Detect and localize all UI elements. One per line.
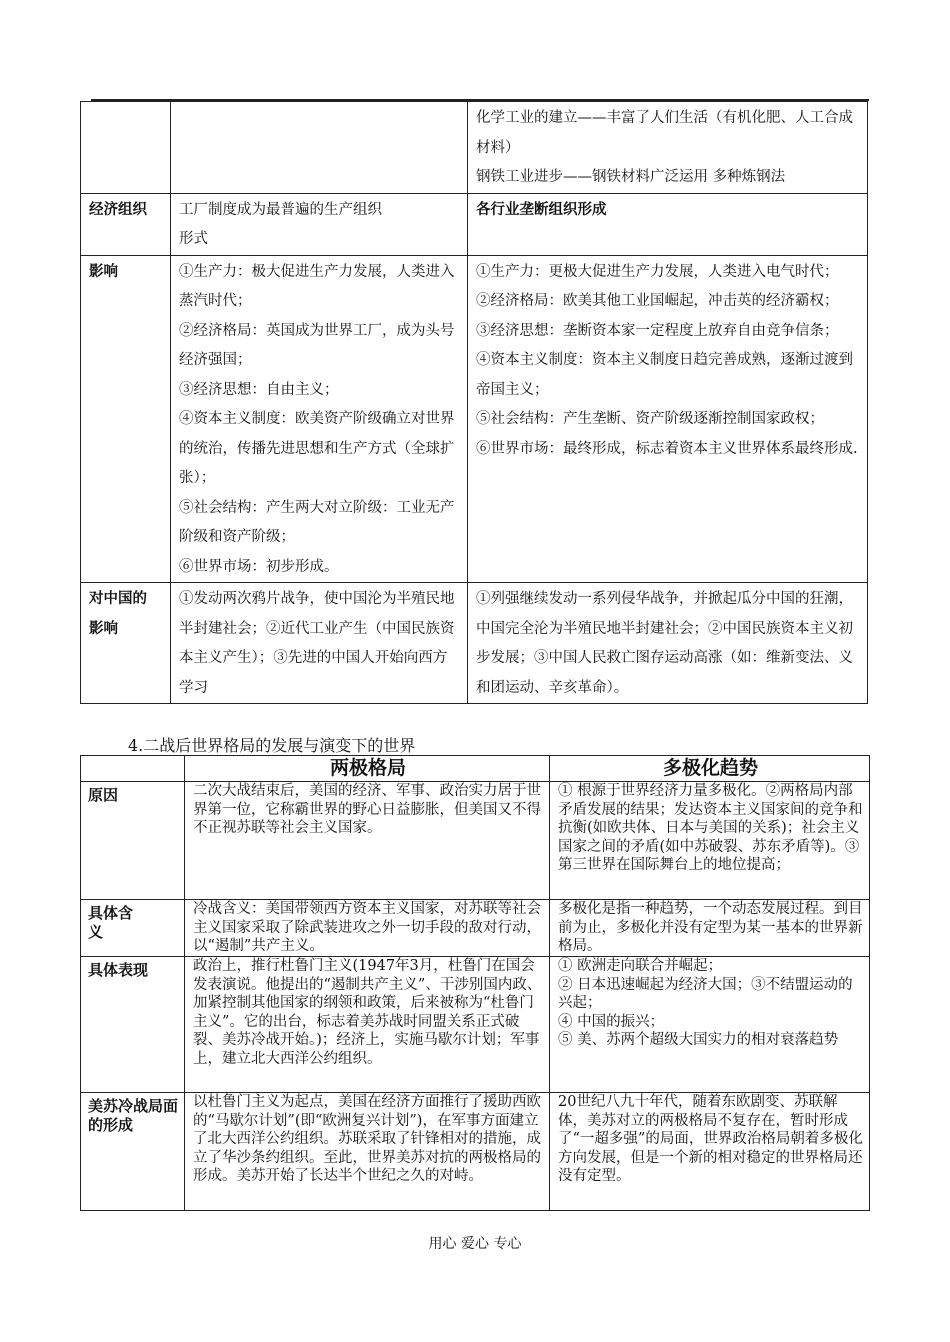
table-header-row (81, 756, 870, 782)
row-header: 对中国的影响 (81, 583, 171, 704)
multipolar-cell: ① 根源于世界经济力量多极化。②两格局内部矛盾发展的结果；发达资本主义国家间的竞争和抗衡(如欧共体、日本与美国的关系)；社会主义国家之间的矛盾(如中苏破裂、苏东矛盾等)。③第三世界在国际舞台上的地位提高； (550, 782, 870, 900)
row-header: 原因 (81, 782, 185, 900)
column-header-bipolar: 两极格局 (185, 756, 550, 782)
page-footer: 用心 爱心 专心 (428, 1236, 522, 1252)
first-revolution-cell (171, 193, 468, 255)
second-revolution-cell (468, 255, 868, 583)
row-header: 经济组织 (81, 193, 171, 255)
cell-line: ⑤ 美、苏两个超级大国实力的相对衰落趋势 (558, 1032, 839, 1048)
table-row (81, 900, 870, 957)
cell-line: ①发动两次鸦片战争，使中国沦为半殖民地半封建社会；②近代工业产生（中国民族资本主义产生）；③先进的中国人开始向西方学习 (179, 591, 455, 696)
first-revolution-cell (171, 102, 468, 194)
cell-line: ①生产力：极大促进生产力发展，人类进入蒸汽时代； (179, 263, 455, 309)
row-header: 美苏冷战局面的形成 (81, 1093, 185, 1211)
second-revolution-cell (468, 583, 868, 704)
cell-line: ④ 中国的振兴； (558, 1013, 665, 1030)
table-row (81, 255, 868, 583)
multipolar-cell (550, 957, 870, 1093)
row-header (81, 102, 171, 194)
cell-line: ②经济格局：欧美其他工业国崛起，冲击英的经济霸权； (476, 293, 839, 309)
row-header: 具体表现 (81, 957, 185, 1093)
table-row (81, 1093, 870, 1211)
first-revolution-cell (171, 255, 468, 583)
cell-line: ④资本主义制度：欧美资产阶级确立对世界的统治，传播先进思想和生产方式（全球扩张）； (179, 411, 455, 486)
column-header-multipolar: 多极化趋势 (550, 756, 870, 782)
cell-line: 各行业垄断组织形成 (476, 201, 607, 218)
cell-line: ⑥世界市场：最终形成，标志着资本主义世界体系最终形成. (476, 440, 858, 457)
first-revolution-cell (171, 583, 468, 704)
bipolar-cell: 以杜鲁门主义为起点，美国在经济方面推行了援助西欧的“马歇尔计划”(即“欧洲复兴计划”)，在军事方面建立了北大西洋公约组织。苏联采取了针锋相对的措施，成立了华沙条约组织。至此，世界美苏对抗的两极格局的形成。美苏开始了长达半个世纪之久的对峙。 (185, 1093, 550, 1211)
cell-line: ④资本主义制度：资本主义制度日趋完善成熟，逐渐过渡到帝国主义； (476, 352, 853, 398)
world-pattern-table (80, 755, 870, 1211)
bipolar-cell: 冷战含义：美国带领西方资本主义国家，对苏联等社会主义国家采取了除武装进攻之外一切手段的敌对行动，以“遏制”共产主义。 (185, 900, 550, 957)
header-blank (81, 756, 185, 782)
cell-line: 钢铁工业进步——钢铁材料广泛运用 多种炼钢法 (476, 169, 786, 185)
cell-line: ⑤社会结构：产生垄断、资产阶级逐渐控制国家政权； (476, 411, 824, 427)
bipolar-cell: 二次大战结束后，美国的经济、军事、政治实力居于世界第一位，它称霸世界的野心日益膨胀，但美国又不得不正视苏联等社会主义国家。 (185, 782, 550, 900)
row-header: 具体含义 (81, 900, 185, 957)
table-row (81, 102, 868, 194)
table-row (81, 782, 870, 900)
cell-line: ②经济格局：英国成为世界工厂，成为头号经济强国； (179, 322, 455, 368)
table-row (81, 957, 870, 1093)
multipolar-cell: 20世纪八九十年代，随着东欧剧变、苏联解体，美苏对立的两极格局不复存在，暂时形成了“一超多强”的局面，世界政治格局朝着多极化方向发展，但是一个新的相对稳定的世界格局还没有定型。 (550, 1093, 870, 1211)
second-revolution-cell (468, 102, 868, 194)
row-header: 影响 (81, 255, 171, 583)
multipolar-cell: 多极化是指一种趋势，一个动态发展过程。到目前为止，多极化并没有定型为某一基本的世界新格局。 (550, 900, 870, 957)
cell-line: ①生产力：更极大促进生产力发展，人类进入电气时代； (476, 263, 839, 280)
cell-line: ①列强继续发动一系列侵华战争，并掀起瓜分中国的狂潮，中国完全沦为半殖民地半封建社会；②中国民族资本主义初步发展；③中国人民救亡图存运动高涨（如：维新变法、义和团运动、辛亥革命）。 (476, 591, 853, 696)
industrial-revolution-table (80, 101, 868, 704)
cell-line: ⑤社会结构：产生两大对立阶级：工业无产阶级和资产阶级； (179, 499, 455, 545)
cell-line: ③经济思想：自由主义； (179, 381, 339, 398)
bipolar-cell: 政治上，推行杜鲁门主义(1947年3月，杜鲁门在国会发表演说。他提出的“遏制共产主义”、干涉别国内政、加紧控制其他国家的纲领和政策，后来被称为“杜鲁门主义”。它的出台，标志着美苏战时同盟关系正式破裂、美苏冷战开始。)；经济上，实施马歇尔计划；军事上，建立北大西洋公约组织。 (185, 957, 550, 1093)
table-row (81, 193, 868, 255)
cell-line: ① 欧洲走向联合并崛起； (558, 958, 723, 974)
cell-line: 化学工业的建立——丰富了人们生活（有机化肥、人工合成材料） (476, 110, 853, 156)
table-row (81, 583, 868, 704)
second-revolution-cell (468, 193, 868, 255)
cell-line: ② 日本迅速崛起为经济大国；③不结盟运动的兴起； (558, 976, 853, 1011)
cell-line: ③经济思想：垄断资本家一定程度上放弃自由竞争信条； (476, 322, 839, 339)
cell-line: ⑥世界市场：初步形成。 (179, 558, 339, 575)
section-caption: 4.二战后世界格局的发展与演变下的世界 (128, 736, 416, 755)
cell-line: 工厂制度成为最普遍的生产组织形式 (179, 201, 382, 247)
